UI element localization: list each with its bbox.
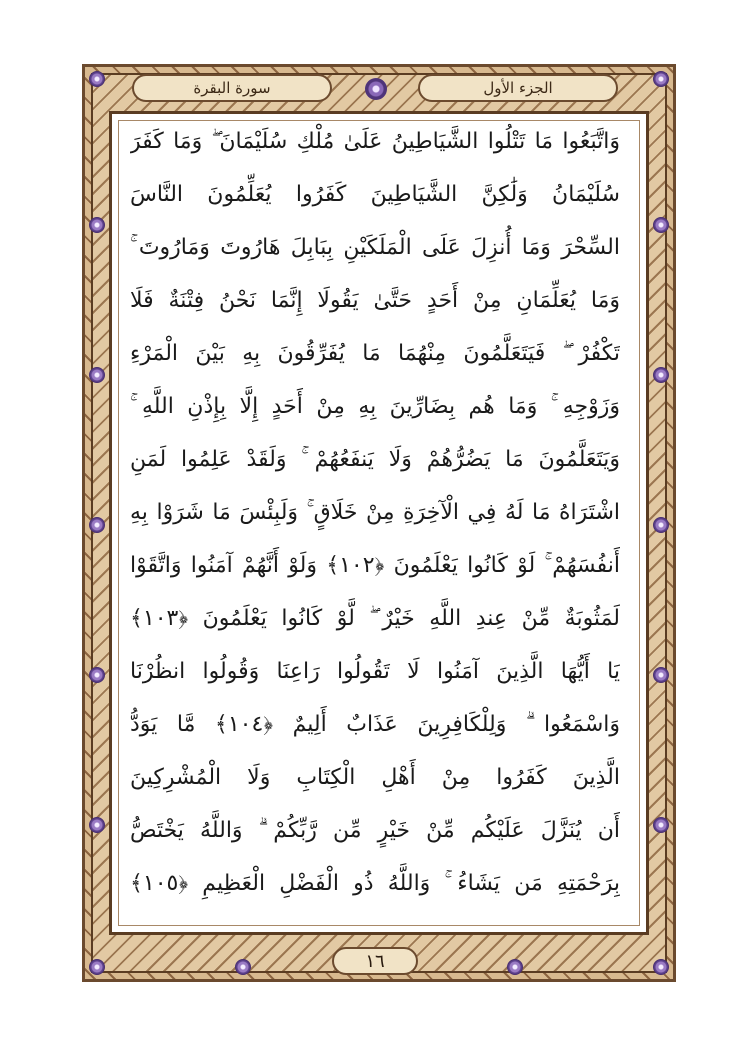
page-number: ١٦ bbox=[332, 947, 418, 975]
page-header bbox=[110, 74, 640, 104]
frame-rosette-icon bbox=[653, 367, 669, 383]
verse-line: وَيَتَعَلَّمُونَ مَا يَضُرُّهُمْ وَلَا يَنفَعُهُمْ ۚ وَلَقَدْ عَلِمُوا لَمَنِ bbox=[130, 447, 620, 472]
frame-rosette-icon bbox=[653, 517, 669, 533]
verse-line: وَاسْمَعُوا ۗ وَلِلْكَافِرِينَ عَذَابٌ أَلِيمٌ ﴿١٠٤﴾ مَّا يَوَدُّ bbox=[130, 712, 620, 737]
frame-rosette-icon bbox=[89, 71, 105, 87]
frame-rosette-icon bbox=[89, 517, 105, 533]
frame-rosette-icon bbox=[89, 667, 105, 683]
verse-line: الَّذِينَ كَفَرُوا مِنْ أَهْلِ الْكِتَابِ وَلَا الْمُشْرِكِينَ bbox=[130, 765, 620, 790]
frame-rosette-icon bbox=[653, 817, 669, 833]
frame-rosette-icon bbox=[89, 367, 105, 383]
juz-label: الجزء الأول bbox=[418, 74, 618, 102]
verse-line: تَكْفُرْ ۖ فَيَتَعَلَّمُونَ مِنْهُمَا مَا يُفَرِّقُونَ بِهِ بَيْنَ الْمَرْءِ bbox=[130, 341, 620, 366]
frame-rosette-icon bbox=[653, 217, 669, 233]
frame-rosette-icon bbox=[653, 959, 669, 975]
frame-rosette-icon bbox=[507, 959, 523, 975]
header-emblem-icon bbox=[365, 78, 387, 100]
verse-line: أَن يُنَزَّلَ عَلَيْكُم مِّنْ خَيْرٍ مِّن رَّبِّكُمْ ۗ وَاللَّهُ يَخْتَصُّ bbox=[130, 818, 620, 843]
verse-line: وَاتَّبَعُوا مَا تَتْلُوا الشَّيَاطِينُ عَلَىٰ مُلْكِ سُلَيْمَانَ ۖ وَمَا كَفَرَ bbox=[130, 129, 620, 154]
frame-rosette-icon bbox=[235, 959, 251, 975]
frame-rosette-icon bbox=[653, 71, 669, 87]
verse-line: أَنفُسَهُمْ ۚ لَوْ كَانُوا يَعْلَمُونَ ﴿١٠٢﴾ وَلَوْ أَنَّهُمْ آمَنُوا وَاتَّقَوْا bbox=[130, 553, 620, 578]
frame-rosette-icon bbox=[89, 217, 105, 233]
frame-rosette-icon bbox=[89, 817, 105, 833]
frame-rosette-icon bbox=[89, 959, 105, 975]
verse-line: وَزَوْجِهِ ۚ وَمَا هُم بِضَارِّينَ بِهِ مِنْ أَحَدٍ إِلَّا بِإِذْنِ اللَّهِ ۚ bbox=[130, 394, 620, 419]
verse-line: لَمَثُوبَةٌ مِّنْ عِندِ اللَّهِ خَيْرٌ ۖ لَّوْ كَانُوا يَعْلَمُونَ ﴿١٠٣﴾ bbox=[130, 606, 620, 631]
frame-rosette-icon bbox=[653, 667, 669, 683]
verse-line: وَمَا يُعَلِّمَانِ مِنْ أَحَدٍ حَتَّىٰ يَقُولَا إِنَّمَا نَحْنُ فِتْنَةٌ فَلَا bbox=[130, 288, 620, 313]
verse-line: يَا أَيُّهَا الَّذِينَ آمَنُوا لَا تَقُولُوا رَاعِنَا وَقُولُوا انظُرْنَا bbox=[130, 659, 620, 684]
verse-text-block bbox=[130, 118, 620, 918]
verse-line: بِرَحْمَتِهِ مَن يَشَاءُ ۚ وَاللَّهُ ذُو الْفَضْلِ الْعَظِيمِ ﴿١٠٥﴾ bbox=[130, 871, 620, 896]
surah-name-label: سورة البقرة bbox=[132, 74, 332, 102]
verse-line: اشْتَرَاهُ مَا لَهُ فِي الْآخِرَةِ مِنْ خَلَاقٍ ۚ وَلَبِئْسَ مَا شَرَوْا بِهِ bbox=[130, 500, 620, 525]
verse-line: سُلَيْمَانُ وَلَٰكِنَّ الشَّيَاطِينَ كَفَرُوا يُعَلِّمُونَ النَّاسَ bbox=[130, 182, 620, 207]
verse-line: السِّحْرَ وَمَا أُنزِلَ عَلَى الْمَلَكَيْنِ بِبَابِلَ هَارُوتَ وَمَارُوتَ ۚ bbox=[130, 235, 620, 260]
